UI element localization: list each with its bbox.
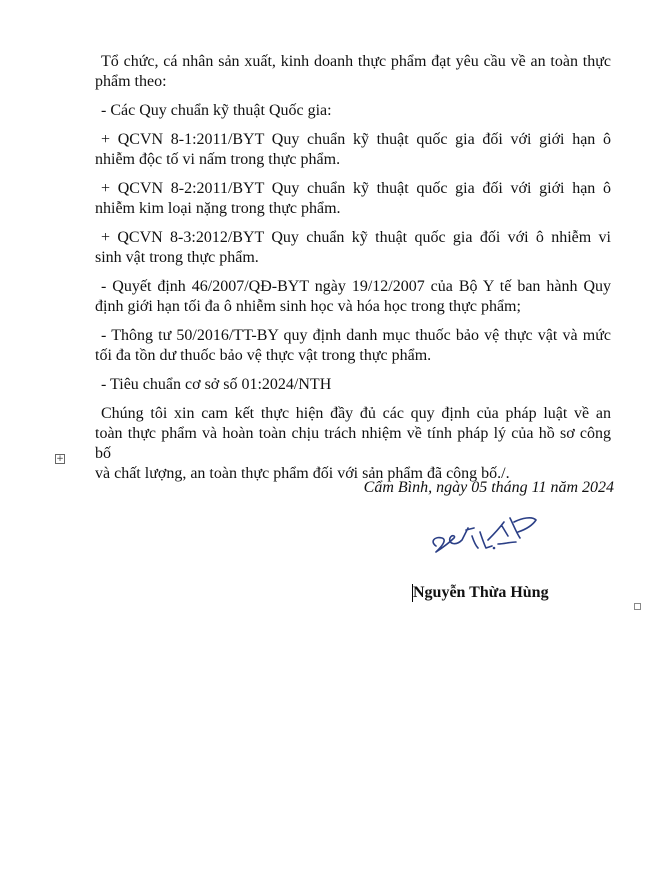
paragraph-line: nhiễm kim loại nặng trong thực phẩm.	[95, 200, 341, 217]
table-move-handle-icon[interactable]: +	[56, 454, 64, 464]
cell-end-marker-icon	[634, 603, 641, 610]
date-place-line: Cẩm Bình, ngày 05 tháng 11 năm 2024	[363, 479, 614, 496]
paragraph-line: sinh vật trong thực phẩm.	[95, 249, 259, 266]
paragraph-line: và chất lượng, an toàn thực phẩm đối với sản phẩm đã công bố./.	[95, 465, 510, 482]
document-body	[95, 52, 611, 493]
paragraph-decision-46	[95, 277, 611, 317]
paragraph-line: - Tiêu chuẩn cơ sở số 01:2024/NTH	[101, 376, 332, 393]
paragraph-line: phẩm theo:	[95, 73, 167, 90]
paragraph-line: Chúng tôi xin cam kết thực hiện đầy đủ các quy định của pháp luật về an	[101, 405, 611, 422]
paragraph-line: định giới hạn tối đa ô nhiễm sinh học và hóa học trong thực phẩm;	[95, 298, 521, 315]
paragraph-line: toàn thực phẩm và hoàn toàn chịu trách nhiệm về tính pháp lý của hồ sơ công bố	[95, 425, 611, 462]
signer-name: Nguyễn Thừa Hùng	[413, 584, 549, 601]
paragraph-qcvn-8-1	[95, 130, 611, 170]
paragraph-base-standard	[99, 375, 611, 395]
paragraph-commitment	[95, 404, 611, 484]
paragraph-line: Tổ chức, cá nhân sản xuất, kinh doanh thực phẩm đạt yêu cầu về an toàn thực	[101, 53, 611, 70]
paragraph-line: nhiễm độc tố vi nấm trong thực phẩm.	[95, 151, 341, 168]
paragraph-standards-heading	[99, 101, 611, 121]
paragraph-intro	[95, 52, 611, 92]
signature-image	[428, 508, 543, 563]
paragraph-line: + QCVN 8-1:2011/BYT Quy chuẩn kỹ thuật quốc gia đối với giới hạn ô	[101, 131, 611, 148]
paragraph-line: tối đa tồn dư thuốc bảo vệ thực vật trong thực phẩm.	[95, 347, 432, 364]
paragraph-qcvn-8-3	[95, 228, 611, 268]
paragraph-line: - Thông tư 50/2016/TT-BY quy định danh mục thuốc bảo vệ thực vật và mức	[101, 327, 611, 344]
paragraph-line: - Các Quy chuẩn kỹ thuật Quốc gia:	[101, 102, 332, 119]
paragraph-line: + QCVN 8-3:2012/BYT Quy chuẩn kỹ thuật quốc gia đối với ô nhiễm vi	[101, 229, 611, 246]
paragraph-qcvn-8-2	[95, 179, 611, 219]
paragraph-line: + QCVN 8-2:2011/BYT Quy chuẩn kỹ thuật quốc gia đối với giới hạn ô	[101, 180, 611, 197]
paragraph-circular-50	[95, 326, 611, 366]
paragraph-line: - Quyết định 46/2007/QĐ-BYT ngày 19/12/2007 của Bộ Y tế ban hành Quy	[101, 278, 611, 295]
